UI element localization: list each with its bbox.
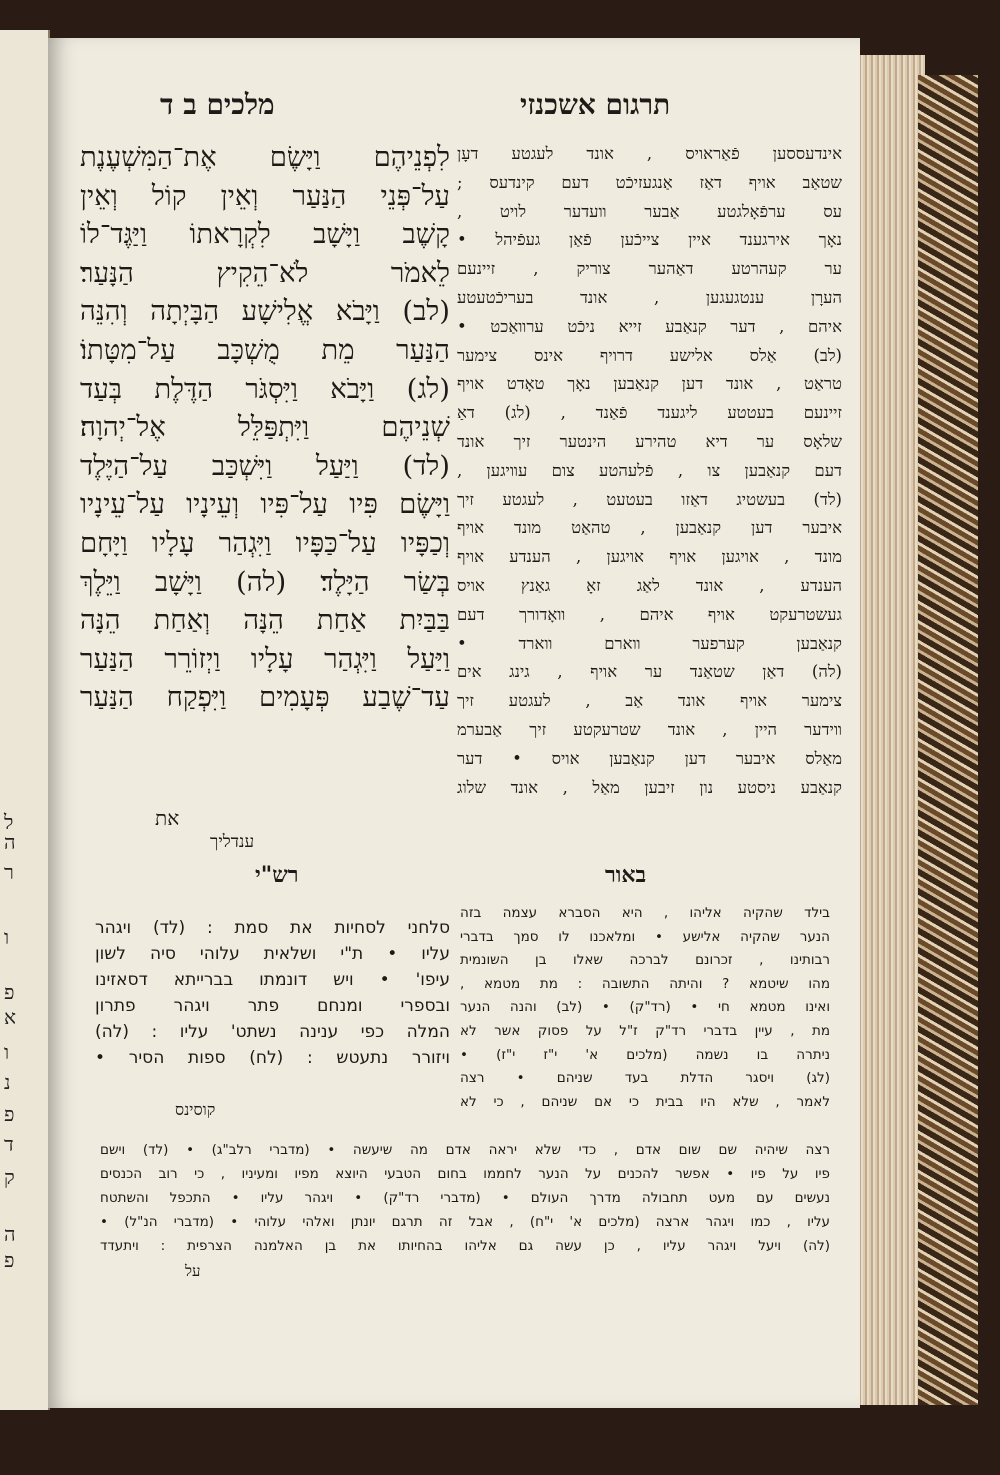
- text-line: לאמר , שלא היו בבית כי אם שניהם , כי לא: [460, 1093, 830, 1110]
- text-line: קָשֶׁב וַיָּשָׁב לִקְרָאתוֹ וַיַּגֶּד־לוֹ: [80, 218, 450, 251]
- text-line: נאָך אירגענד איין צייכֿען פֿאַן געפֿיהל •: [457, 230, 842, 250]
- left-fragment: ו: [4, 1040, 10, 1064]
- left-fragment: נ: [4, 1070, 11, 1094]
- text-line: (לד) וַיַּעַל וַיִּשְׁכַּב עַל־הַיֶּלֶד: [80, 449, 450, 482]
- text-line: װידער היין , אונד שטרעקטע זיך אַבערמ: [457, 719, 842, 739]
- running-head-book: מלכים ב ד: [160, 88, 275, 121]
- left-fragment: ק: [4, 1165, 15, 1189]
- text-line: שטאַב אויף דאַז אַנגעזיכֿט דעם קינדעס ;: [457, 172, 842, 192]
- text-line: אינדעססען פֿאַראויס , אונד לעגטע דעָן: [457, 144, 842, 163]
- text-line: קנאַבע ניסטע נון זיבען מאַל , אונד שלוג: [457, 777, 842, 797]
- text-line: איבער דען קנאַבען , טהאַט מונד אויף: [457, 518, 842, 538]
- text-line: ניתרה בו נשמה (מלכים א' י"ז י"ז) •: [460, 1046, 830, 1063]
- left-fragment: ל: [4, 810, 14, 834]
- left-fragment: פ: [4, 1248, 15, 1272]
- text-line: בילד שהקיה אליהו , היא הסברא עצמה בזה: [460, 905, 830, 921]
- text-line: וַיָּשֶׂם פִּיו עַל־פִּיו וְעֵינָיו עַל־עֵינָיו: [80, 488, 450, 521]
- text-line: טראַט , אונד דען קנאַבען נאָך טאָדט אויף: [457, 374, 842, 394]
- text-line: קנאַבען קערפער װארם װארד •: [457, 633, 842, 653]
- marbled-cover-edge: [918, 75, 978, 1405]
- text-line: לֵאמֹר לֹא־הֵקִיץ הַנָּעַר׃: [80, 256, 450, 289]
- left-fragment: ו: [4, 925, 10, 949]
- text-line: ואינו מטמא חי • (רד"ק) • (לב) והנה הנער: [460, 999, 830, 1016]
- text-line: סלחני לסחיות את סמת : (לד) ויגהר: [95, 918, 450, 938]
- left-fragment: ה: [4, 1222, 16, 1246]
- text-line: הנער שהקיה אלישע • ומלאכנו לו סמך בדברי: [460, 928, 830, 945]
- text-line: המלה כפי ענינה נשתט' עליו : (לה): [95, 1022, 450, 1042]
- text-line: (לג) ויסגר הדלת בעד שניהם • רצה: [460, 1070, 830, 1087]
- yiddish-catchword: ענדליך: [210, 832, 255, 852]
- left-fragment: א: [4, 1005, 17, 1029]
- text-line: וַיַּעַל וַיִּגְהַר עָלָיו וַיְזוֹרֵר הַנַּעַר: [80, 642, 450, 675]
- hebrew-catchword: את: [155, 806, 180, 830]
- rashi-catchword: קוסינס: [175, 1100, 216, 1119]
- text-line: עיפו' • ויש דונמתו בברייתא דסאזינו: [95, 970, 450, 990]
- left-fragment: ר: [4, 860, 14, 884]
- running-head-translation: תרגום אשכנזי: [520, 88, 671, 121]
- text-line: (לה) דאַן שטאַנד ער אויף , גינג אים: [457, 662, 842, 682]
- text-line: הענדע , אונד לאַג זאָ גאַנץ אויס: [457, 575, 842, 595]
- yiddish-translation-column: [457, 140, 842, 802]
- text-line: פיו על פיו • אפשר להכנים על הנער לחממו בחום הטבעי היוצא מפיו ומעיניו , כי רוב הכנסים: [100, 1166, 830, 1182]
- bottom-catchword: על: [185, 1262, 201, 1280]
- text-line: רבותינו , זכרונם לברכה שאלו בן השונמית: [460, 952, 830, 969]
- text-line: בַּבַּיִת אַחַת הֵנָּה וְאַחַת הֵנָּה: [80, 604, 450, 637]
- text-line: רצה שיהיה שם שום אדם , כדי שלא יראה אדם מה שיעשה • (מדברי רלב"ג) • (לד) וישם: [100, 1142, 830, 1158]
- text-line: שְׁנֵיהֶם וַיִּתְפַּלֵּל אֶל־יְהוָה׃: [80, 411, 450, 444]
- text-line: מאַלס איבער דען קנאַבען אויס • דער: [457, 748, 842, 768]
- text-line: ויזורר נתעטש : (לח) ספות הסיר •: [95, 1048, 450, 1068]
- left-page-edge: [0, 30, 50, 1410]
- text-line: מת , עיין בדברי רד"ק ז"ל על פסוק אשר לא: [460, 1022, 830, 1039]
- beur-commentary: [460, 902, 830, 1114]
- beur-commentary-continued: [100, 1138, 830, 1258]
- text-line: נעשים עם מעט תחבולה מדרך העולם • (מדברי רד"ק) • ויגהר עליו • התכפל והשתטח: [100, 1190, 830, 1206]
- text-line: געשטרעקט אויף איהם , װאָדורך דעם: [457, 604, 842, 624]
- text-line: וְכַפָּיו עַל־כַּפָּיו וַיִּגְהַר עָלָיו וַיָּחָם: [80, 526, 450, 559]
- text-line: זיינעם בעטטע ליגענד פֿאַנד , (לג) דאַ: [457, 403, 842, 423]
- left-fragment: פ: [4, 980, 15, 1004]
- text-line: מונד , אויגען אויף אויגען , הענדע אויף: [457, 547, 842, 567]
- text-line: מהו שיטמא ? והיתה התשובה : מת מטמא ,: [460, 975, 830, 992]
- text-line: בְּשַׂר הַיָּלֶד׃ (לה) וַיָּשָׁב וַיֵּלֶךְ: [80, 565, 450, 598]
- left-fragment: פ: [4, 1102, 15, 1126]
- text-line: שלאָס ער דיא טהירע הינטער זיך אונד: [457, 431, 842, 451]
- rashi-heading: רש"י: [255, 862, 299, 888]
- text-line: הערָן ענטגעגען , אונד בעריכֿטעטע: [457, 287, 842, 307]
- text-line: עַל־פְּנֵי הַנַּעַר וְאֵין קוֹל וְאֵין: [80, 179, 450, 212]
- text-line: עליו • ת"י ושלאית עלוהי סיה לשון: [95, 944, 450, 964]
- text-line: עליו , כמו ויגהר ארצה (מלכים א' י"ח) , אבל זה תרגם יונתן ואלהי עלוהי • (מדברי הנ"ל) •: [100, 1214, 830, 1230]
- text-line: עַד־שֶׁבַע פְּעָמִים וַיִּפְקַח הַנַּעַר: [80, 681, 450, 714]
- text-line: דעם קנאַבען צו , פֿלעהטע צום עװיגען ,: [457, 460, 842, 480]
- rashi-commentary: [95, 915, 450, 1071]
- left-fragment: ה: [4, 830, 16, 854]
- text-line: איהם , דער קנאַבע זייא ניכֿט ערװאַכט •: [457, 316, 842, 336]
- text-line: לִפְנֵיהֶם וַיָּשֶׂם אֶת־הַמִּשְׁעֶנֶת: [80, 141, 450, 173]
- text-line: צימער אויף אונד אַב , לעגטע זיך: [457, 691, 842, 711]
- left-fragment: ד: [4, 1132, 14, 1156]
- beur-heading: באור: [605, 862, 647, 888]
- text-line: ובספרי ומנחם פתר ויגהר פתרון: [95, 996, 450, 1016]
- text-line: עס ערפֿאָלגטע אַבער װעדער לויט ,: [457, 201, 842, 221]
- hebrew-text-column: [80, 138, 450, 717]
- text-line: ער קעהרטע דאַהער צוריק , זיינעם: [457, 259, 842, 279]
- text-line: (לה) ויעל ויגהר עליו , כן עשה גם אליהו בהחיותו את בן האלמנה הצרפית : ויתעדד: [100, 1238, 830, 1254]
- text-line: (לב) וַיָּבֹא אֱלִישָׁע הַבָּיְתָה וְהִנֵּה: [80, 295, 450, 328]
- text-line: (לד) בעשטיג דאַזו בעטעט , לעגטע זיך: [457, 489, 842, 509]
- text-line: (לב) אַלס אלישע דרויף אינס צימער: [457, 345, 842, 365]
- text-line: הַנַּעַר מֵת מֻשְׁכָּב עַל־מִטָּתוֹ׃: [80, 333, 450, 366]
- text-line: (לג) וַיָּבֹא וַיִּסְגֹּר הַדֶּלֶת בְּעַד: [80, 372, 450, 405]
